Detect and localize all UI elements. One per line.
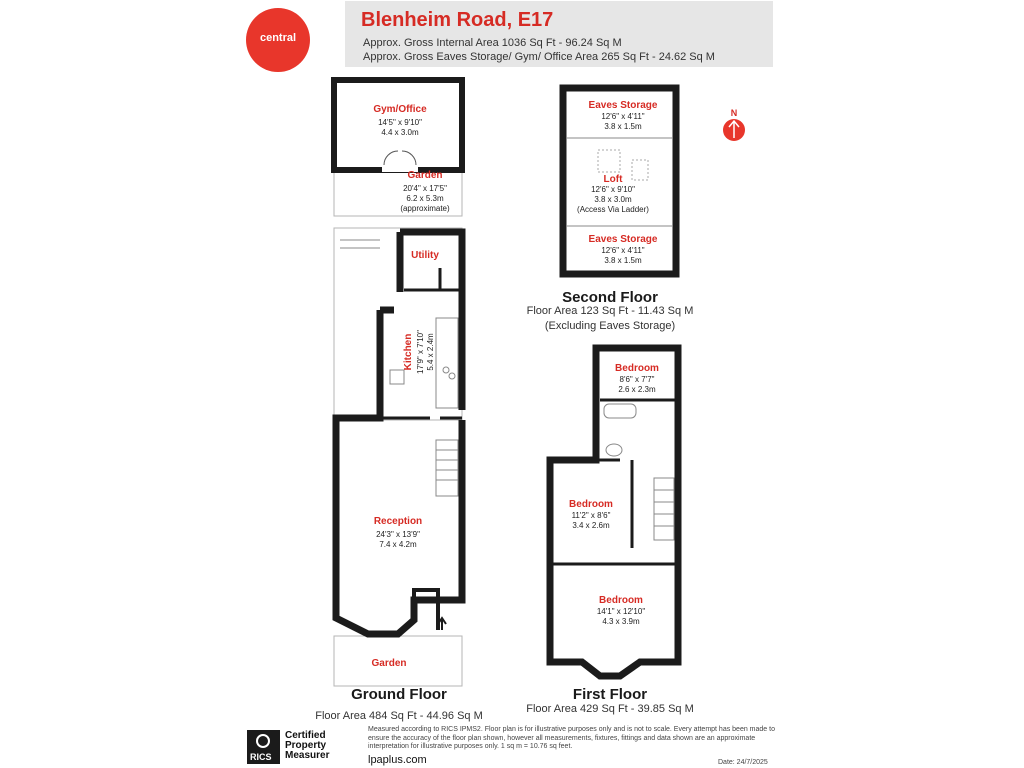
badge-label [285, 731, 329, 761]
loft-dim2: 3.8 x 3.0m [594, 195, 632, 204]
compass-north-icon [723, 119, 745, 141]
second-floor-title: Second Floor [562, 289, 658, 306]
bathroom-fittings [604, 404, 674, 540]
rear-garden-dim1: 20'4" x 17'5" [403, 184, 447, 193]
disclaimer-text: Measured according to RICS IPMS2. Floor plan is for illustrative purposes only and is not to scale. Every attempt has been made to ensure the accuracy of the floor plan shown, however all measurements, fixtures, fittings and data shown are an approximate interpretation for illustrative purposes only. 1 sq m = 10.76 sq feet. [368, 726, 775, 750]
rics-ring-icon [256, 734, 270, 748]
bedroom-top-dim1: 8'6" x 7'7" [619, 375, 655, 384]
eaves-top-dim2: 3.8 x 1.5m [604, 122, 642, 131]
first-floor-area: Floor Area 429 Sq Ft - 39.85 Sq M [526, 703, 694, 715]
rics-certified-badge [247, 730, 357, 764]
rics-logo [247, 730, 280, 764]
ground-floor-area: Floor Area 484 Sq Ft - 44.96 Sq M [315, 710, 483, 722]
front-garden-name: Garden [371, 658, 407, 669]
eaves-top-dim1: 12'6" x 4'11" [601, 112, 645, 121]
gross-internal-area: Approx. Gross Internal Area 1036 Sq Ft - 96.24 Sq M [363, 37, 622, 49]
gym-office-name: Gym/Office [373, 104, 427, 115]
rear-garden-name: Garden [407, 170, 443, 181]
kitchen-name: Kitchen [403, 333, 414, 371]
compass-label: N [730, 108, 738, 118]
bedroom-mid-dim1: 11'2" x 8'6" [571, 511, 611, 520]
second-floor-area: Floor Area 123 Sq Ft - 11.43 Sq M [526, 305, 694, 317]
eaves-bottom-dim1: 12'6" x 4'11" [601, 246, 645, 255]
bedroom-bottom-dim1: 14'1" x 12'10" [596, 607, 646, 616]
eaves-bottom-dim2: 3.8 x 1.5m [604, 256, 642, 265]
rear-garden-dim2: 6.2 x 5.3m [406, 194, 444, 203]
utility-name: Utility [411, 250, 439, 261]
reception-dim2: 7.4 x 4.2m [379, 540, 417, 549]
rics-logo-text: RICS [250, 752, 272, 762]
reception-dim1: 24'3" x 13'9" [376, 530, 420, 539]
first-floor-inner-walls [552, 400, 676, 564]
porch-walls [414, 590, 438, 630]
brand-logo-text: central [259, 32, 297, 44]
bedroom-bottom-name: Bedroom [599, 595, 643, 606]
ground-floor-walls [336, 232, 462, 634]
bedroom-bottom-dim2: 4.3 x 3.9m [602, 617, 640, 626]
bedroom-mid-dim2: 3.4 x 2.6m [572, 521, 610, 530]
ground-floor-title: Ground Floor [351, 686, 447, 703]
loft-name: Loft [603, 174, 623, 185]
bedroom-mid-name: Bedroom [569, 499, 613, 510]
kitchen-dim2: 5.4 x 2.4m [426, 333, 435, 371]
kitchen-dim1: 17'9" x 7'10" [416, 330, 425, 374]
ground-stairs [436, 440, 458, 496]
badge-line-3: Measurer [285, 750, 330, 761]
eaves-top-name: Eaves Storage [588, 100, 658, 111]
eaves-bottom-name: Eaves Storage [588, 234, 658, 245]
gym-office-dim1: 14'5" x 9'10" [378, 118, 422, 127]
gross-eaves-area: Approx. Gross Eaves Storage/ Gym/ Office Area 265 Sq Ft - 24.62 Sq M [363, 51, 715, 63]
first-floor-walls [550, 348, 678, 676]
badge-line-2: Property [285, 740, 327, 751]
property-title: Blenheim Road, E17 [361, 9, 554, 31]
second-floor-note: (Excluding Eaves Storage) [544, 320, 676, 332]
badge-line-1: Certified [285, 730, 326, 741]
plan-date: Date: 24/7/2025 [718, 759, 768, 766]
loft-note: (Access Via Ladder) [577, 205, 649, 214]
reception-name: Reception [373, 516, 423, 527]
first-floor-title: First Floor [572, 686, 648, 703]
website-link[interactable]: lpaplus.com [368, 754, 427, 766]
bedroom-top-dim2: 2.6 x 2.3m [618, 385, 656, 394]
loft-dim1: 12'6" x 9'10" [591, 185, 635, 194]
bedroom-top-name: Bedroom [615, 363, 659, 374]
rear-garden-note: (approximate) [400, 204, 450, 213]
gym-office-dim2: 4.4 x 3.0m [381, 128, 419, 137]
